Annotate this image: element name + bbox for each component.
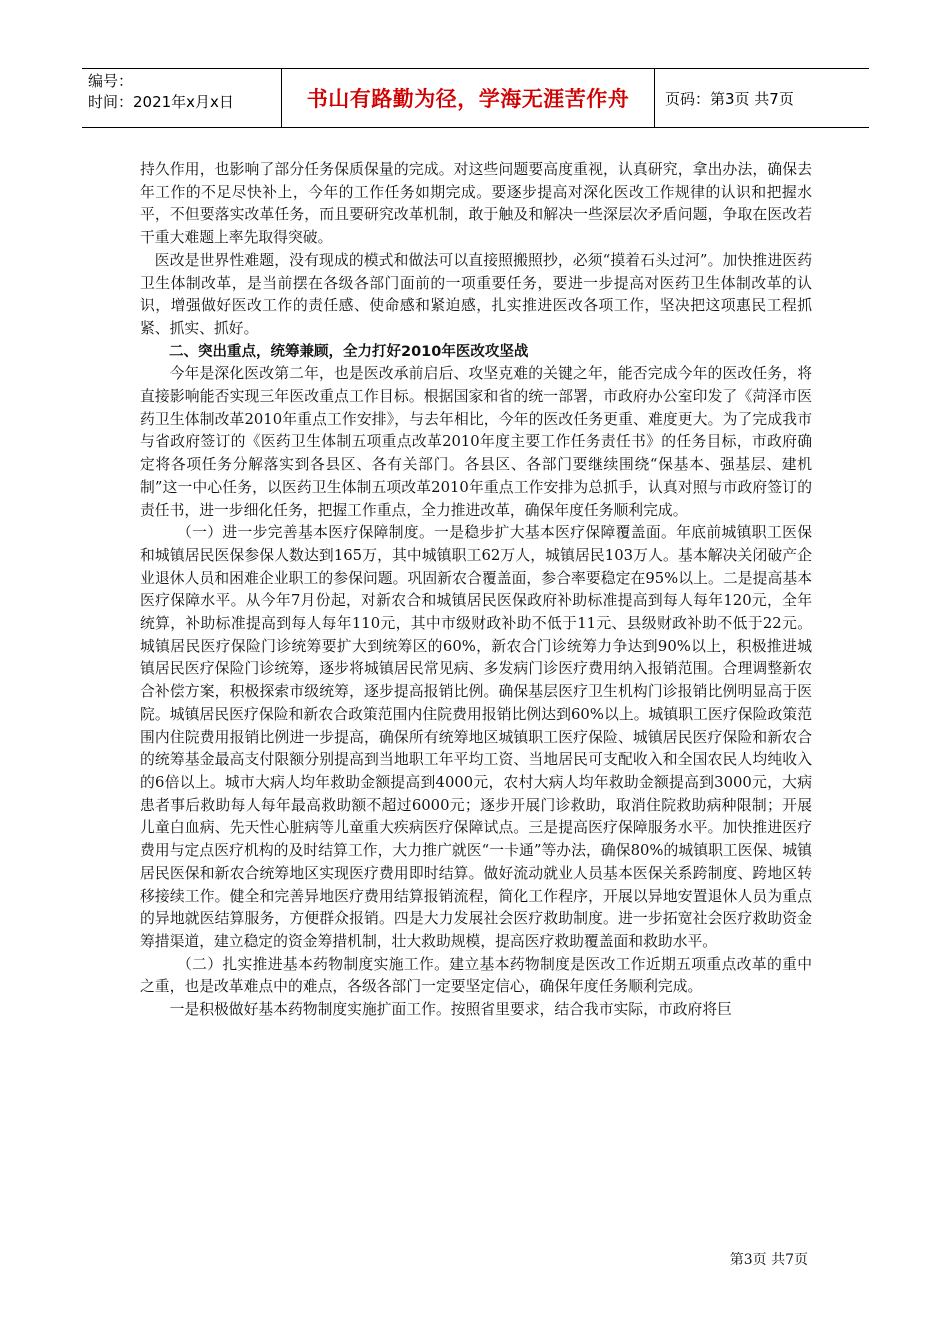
paragraph: （二）扎实推进基本药物制度实施工作。建立基本药物制度是医改工作近期五项重点改革的重中之重，也是改革难点中的难点，各级各部门一定要坚定信心，确保年度任务顺利完成。 xyxy=(140,955,812,996)
document-body xyxy=(140,159,812,1022)
document-number-label: 编号： xyxy=(88,72,134,90)
document-time-label: 时间：2021年x月x日 xyxy=(88,93,234,111)
paragraph: 医改是世界性难题，没有现成的模式和做法可以直接照搬照抄，必须“摸着石头过河”。加快推进医药卫生体制改革，是当前摆在各级各部门面前的一项重要任务，要进一步提高对医药卫生体制改革的认识，增强做好医改工作的责任感、使命感和紧迫感，扎实推进医改各项工作，坚决把这项惠民工程抓紧、抓实、抓好。 xyxy=(140,251,812,337)
paragraph: 一是积极做好基本药物制度实施扩面工作。按照省里要求，结合我市实际，市政府将巨 xyxy=(169,1001,732,1019)
header-motto: 书山有路勤为径，学海无涯苦作舟 xyxy=(282,69,655,127)
page-footer: 第3页 共7页 xyxy=(729,1252,808,1268)
header-page-info: 页码：第3页 共7页 xyxy=(665,89,794,108)
page-header xyxy=(82,68,869,128)
paragraph-continuation: 持久作用，也影响了部分任务保质保量的完成。对这些问题要高度重视，认真研究，拿出办法，确保去年工作的不足尽快补上，今年的工作任务如期完成。要逐步提高对深化医改工作规律的认识和把握水平，不但要落实改革任务，而且要研究改革机制，敢于触及和解决一些深层次矛盾问题，争取在医改若干重大难题上率先取得突破。 xyxy=(140,161,812,247)
paragraph: （一）进一步完善基本医疗保障制度。一是稳步扩大基本医疗保障覆盖面。年底前城镇职工医保和城镇居民医保参保人数达到165万，其中城镇职工62万人，城镇居民103万人。基本解决关闭破产企业退休人员和困难企业职工的参保问题。巩固新农合覆盖面，参合率要稳定在95%以上。二是提高基本医疗保障水平。从今年7月份起，对新农合和城镇居民医保政府补助标准提高到每人每年120元，全年统算，补助标准提高到每人每年110元，其中市级财政补助不低于11元、县级财政补助不低于22元。城镇居民医疗保险门诊统筹要扩大到统筹区的60%，新农合门诊统筹力争达到90%以上，积极推进城镇居民医疗保险门诊统筹，逐步将城镇居民常见病、多发病门诊医疗费用纳入报销范围。合理调整新农合补偿方案，积极探索市级统筹，逐步提高报销比例。确保基层医疗卫生机构门诊报销比例明显高于医院。城镇居民医疗保险和新农合政策范围内住院费用报销比例达到60%以上。城镇职工医疗保险政策范围内住院费用报销比例进一步提高，确保所有统筹地区城镇职工医疗保险、城镇居民医疗保险和新农合的统筹基金最高支付限额分别提高到当地职工年平均工资、当地居民可支配收入和全国农民人均纯收入的6倍以上。城市大病人均年救助金额提高到4000元，农村大病人均年救助金额提高到3000元，大病患者事后救助每人每年最高救助额不超过6000元；逐步开展门诊救助，取消住院救助病种限制；开展儿童白血病、先天性心脏病等儿童重大疾病医疗保障试点。三是提高医疗保障服务水平。加快推进医疗费用与定点医疗机构的及时结算工作，大力推广就医“一卡通”等办法，确保80%的城镇职工医保、城镇居民医保和新农合统筹地区实现医疗费用即时结算。做好流动就业人员基本医保关系跨制度、跨地区转移接续工作。健全和完善异地医疗费用结算报销流程，简化工作程序，开展以异地安置退休人员为重点的异地就医结算服务，方便群众报销。四是大力发展社会医疗救助制度。进一步拓宽社会医疗救助资金筹措渠道，建立稳定的资金筹措机制，壮大救助规模，提高医疗救助覆盖面和救助水平。 xyxy=(140,524,812,950)
header-meta-cell xyxy=(82,69,282,127)
section-heading: 二、突出重点，统筹兼顾，全力打好2010年医改攻坚战 xyxy=(169,343,529,360)
paragraph: 今年是深化医改第二年，也是医改承前启后、攻坚克难的关键之年，能否完成今年的医改任务，将直接影响能否实现三年医改重点工作目标。根据国家和省的统一部署，市政府办公室印发了《菏泽市医药卫生体制改革2010年重点工作安排》，与去年相比，今年的医改任务更重、难度更大。为了完成我市与省政府签订的《医药卫生体制五项重点改革2010年度主要工作任务责任书》的任务目标，市政府确定将各项任务分解落实到各县区、各有关部门。各县区、各部门要继续围绕“保基本、强基层、建机制”这一中心任务，以医药卫生体制五项改革2010年重点工作安排为总抓手，认真对照与市政府签订的责任书，进一步细化任务，把握工作重点，全力推进改革，确保年度任务顺利完成。 xyxy=(140,365,812,519)
